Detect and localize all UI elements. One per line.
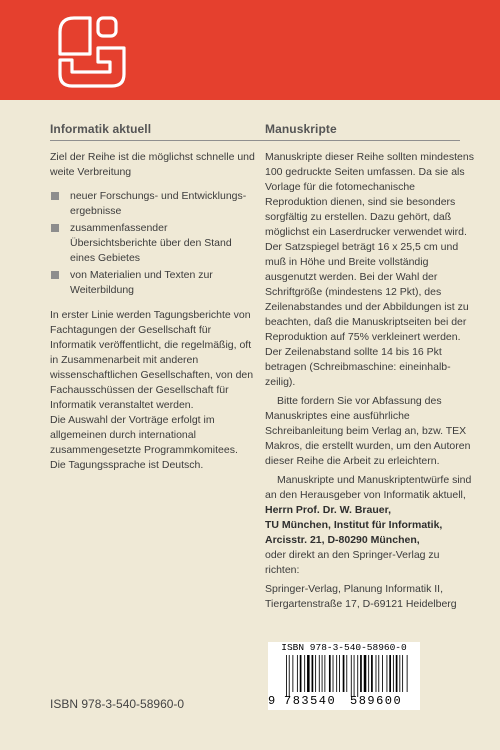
barcode-bar — [399, 655, 400, 692]
bullet-square-icon — [51, 271, 59, 279]
submission-note: Manuskripte und Manuskriptentwürfe sind an den Herausgeber von Informatik aktuell, — [265, 474, 472, 501]
barcode-bar — [389, 655, 391, 692]
barcode-bar — [407, 655, 408, 692]
publisher-line: Springer-Verlag, Planung Informatik II, — [265, 583, 444, 595]
list-item: von Materialien und Texten zur Weiterbildung — [50, 268, 255, 298]
barcode-bar — [336, 655, 337, 692]
barcode — [268, 642, 420, 710]
isbn-text: ISBN 978-3-540-58960-0 — [50, 697, 185, 711]
barcode-bar — [289, 655, 290, 697]
barcode-bar — [382, 655, 383, 692]
barcode-isbn-label: ISBN 978-3-540-58960-0 — [281, 642, 407, 653]
barcode-bar — [387, 655, 388, 692]
list-item: neuer Forschungs- und Entwicklungs-ergebnisse — [50, 189, 255, 219]
series-title: Informatik aktuell — [50, 122, 152, 136]
manuscripts-title: Manuskripte — [265, 122, 337, 136]
barcode-bar — [368, 655, 369, 692]
barcode-bar — [339, 655, 340, 692]
barcode-bar — [329, 655, 331, 692]
series-description: In erster Linie werden Tagungsberichte von Fachtagungen der Gesellschaft für Informatik veröffentlicht, die regelmäßig, oft in Zusammenarbeit mit anderen wissenschaftlichen Gesellschaften, von den Fachausschüssen der Gesellschaft für Informatik veranstaltet werden. — [50, 309, 254, 411]
barcode-bar — [360, 655, 362, 692]
barcode-bar — [378, 655, 379, 692]
editor-name: Herrn Prof. Dr. W. Brauer, — [265, 504, 392, 516]
goals-list — [50, 189, 255, 298]
barcode-bar — [312, 655, 314, 692]
bullet-square-icon — [51, 224, 59, 232]
bullet-square-icon — [51, 192, 59, 200]
barcode-bar — [304, 655, 305, 692]
header-divider — [50, 140, 460, 141]
manuscript-requirements: Manuskripte dieser Reihe sollten mindestens 100 gedruckte Seiten umfassen. Da sie als Vorlage für die fotomechanische Reproduktion dienen, sind sie besonders sorgfältig zu erstellen. Dazu gehört, daß möglichst ein Laserdrucker verwendet wird. Der Satzspiegel beträgt 16 x 25,5 cm und muß in Höhe und Breite vollständig ausgenutzt werden. Bei der Wahl der Schriftgröße (mindestens 12 Pkt), des Zeilenabstandes und der Abbildungen ist zu beachten, daß die Manuskriptseiten bei der Reproduktion auf 75% verkleinert werden. Der Zeilenabstand sollte 14 bis 16 Pkt betragen (Schreibmaschine: eineinhalb-zeilig). — [265, 151, 474, 388]
barcode-bar — [324, 655, 325, 692]
series-intro: Ziel der Reihe ist die möglichst schnelle und weite Verbreitung — [50, 151, 255, 178]
barcode-digit-lead: 9 — [268, 694, 276, 708]
barcode-bar — [393, 655, 394, 692]
barcode-bar — [357, 655, 358, 697]
barcode-bar — [307, 655, 310, 692]
barcode-bar — [297, 655, 298, 692]
barcode-digit-left: 783540 — [284, 694, 337, 708]
barcode-bars — [276, 655, 414, 697]
barcode-bar — [364, 655, 367, 692]
publisher-address: Tiergartenstraße 17, D-69121 Heidelberg — [265, 598, 457, 610]
top-color-band — [0, 0, 500, 100]
barcode-bar — [346, 655, 347, 692]
barcode-bar — [376, 655, 377, 692]
barcode-bar — [354, 655, 355, 697]
barcode-bar — [300, 655, 302, 692]
barcode-bar — [315, 655, 316, 692]
barcode-bar — [343, 655, 345, 692]
barcode-bar — [292, 655, 293, 692]
selection-note: Die Auswahl der Vorträge erfolgt im allgemeinen durch international zusammengesetzte Programmkomitees. — [50, 414, 238, 456]
barcode-bar — [322, 655, 323, 692]
barcode-bar — [286, 655, 287, 697]
publisher-note: oder direkt an den Springer-Verlag zu richten: — [265, 549, 440, 576]
editor-institute: TU München, Institut für Informatik, — [265, 519, 443, 531]
barcode-bar — [402, 655, 403, 692]
language-note: Die Tagungssprache ist Deutsch. — [50, 459, 204, 471]
editor-address: Arcisstr. 21, D-80290 München, — [265, 534, 420, 546]
barcode-digit-right: 589600 — [350, 694, 403, 708]
barcode-bar — [333, 655, 334, 692]
barcode-bar — [371, 655, 373, 692]
list-item: zusammenfassender Übersichtsberichte über den Stand eines Gebietes — [50, 221, 255, 266]
barcode-bar — [396, 655, 398, 692]
springer-logo-icon — [52, 12, 132, 92]
barcode-bar — [319, 655, 320, 692]
barcode-bar — [351, 655, 352, 697]
manuscript-guidelines: Bitte fordern Sie vor Abfassung des Manuskriptes eine ausführliche Schreibanleitung beim Verlag an, bzw. TEX Makros, die erstellt wurden, um den Autoren dieser Reihe die Arbeit zu erleichtern. — [265, 395, 471, 467]
